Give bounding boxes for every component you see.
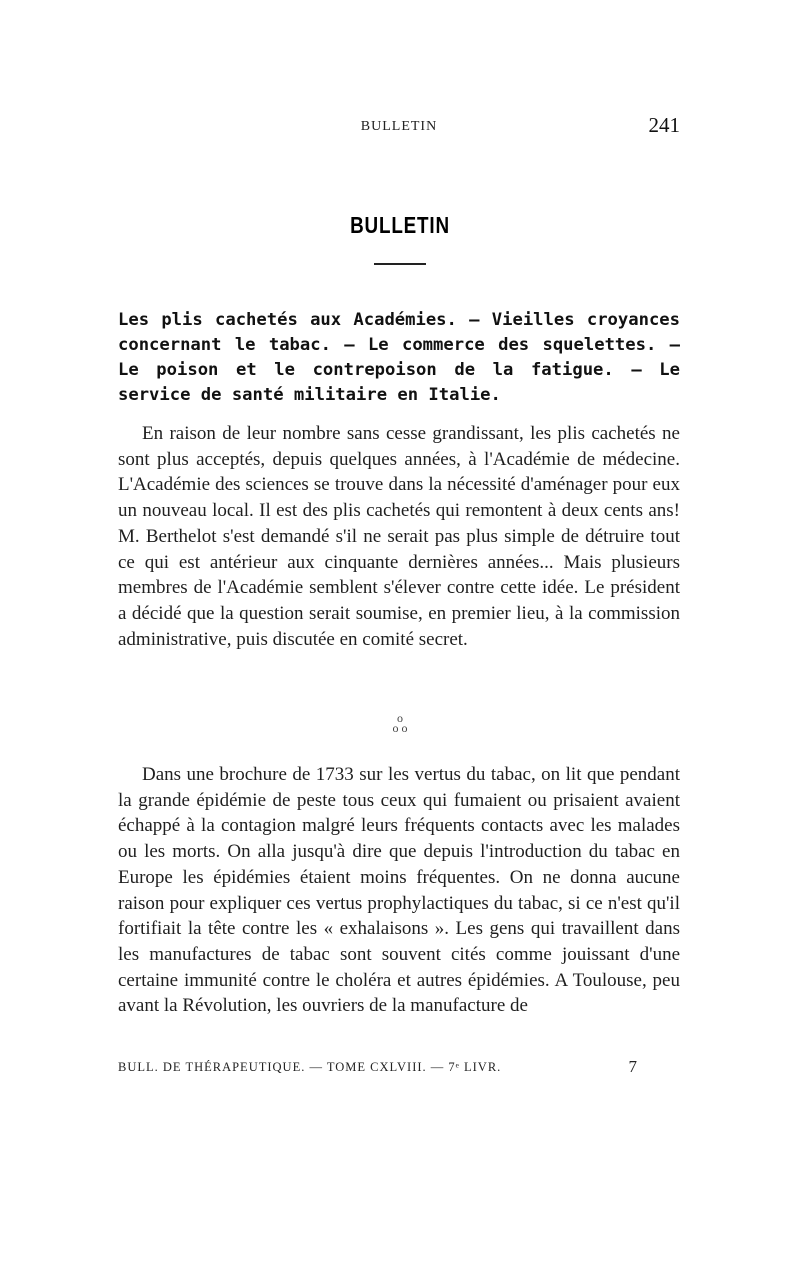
running-title: BULLETIN [360,119,438,134]
summary-heading: Les plis cachetés aux Académies. — Vieilles croyances concernant le tabac. — Le commerce des squelettes. — Le poison et le contrepoison de la fatigue. — Le service de santé militaire en Italie. [118,310,680,405]
page-number: 241 [648,113,680,137]
paragraph-plis-cachetes: En raison de leur nombre sans cesse grandissant, les plis cachetés ne sont plus acceptés, depuis quelques années, à l'Académie de médecine. L'Académie des sciences se trouve dans la nécessité d'aménager pour eux un nouveau local. Il est des plis cachetés qui remontent à deux cents ans! M. Berthelot s'est demandé s'il ne serait pas plus simple de détruire tout ce qui est antérieur aux cinquante dernières années... Mais plusieurs membres de l'Académie semblent s'élever contre cette idée. Le président a décidé que la question serait soumise, en premier lieu, à la commission administrative, puis discutée en comité secret. [118,423,680,650]
page-footer [118,1057,680,1079]
footer-journal: BULL. DE THÉRAPEUTIQUE. — TOME CXLVIII. — 7ᵉ LIVR. [118,1060,502,1074]
running-head [118,113,680,141]
footer-signature: 7 [628,1057,638,1076]
paragraph-tabac: Dans une brochure de 1733 sur les vertus du tabac, on lit que pendant la grande épidémie de peste tous ceux qui fumaient ou prisaient avaient échappé à la contagion malgré leurs fréquents contacts avec les malades ou les morts. On alla jusqu'à dire que depuis l'introduction du tabac en Europe les épidémies étaient moins fréquentes. On ne donna aucune raison pour expliquer ces vertus prophylactiques du tabac, si ce n'est qu'il fortifiait la tête contre les « exhalaisons ». Les gens qui travaillent dans les manufactures de tabac sont souvent cités comme jouissant d'une certaine immunité contre le choléra et autres épidémies. A Toulouse, peu avant la Révolution, les ouvriers de la manufacture de [118,764,680,1017]
separator-top-mark: o [397,711,403,725]
section-separator [0,713,800,733]
article-title: BULLETIN [350,212,450,239]
title-rule [374,263,426,265]
separator-bottom-marks: o o [392,721,408,735]
